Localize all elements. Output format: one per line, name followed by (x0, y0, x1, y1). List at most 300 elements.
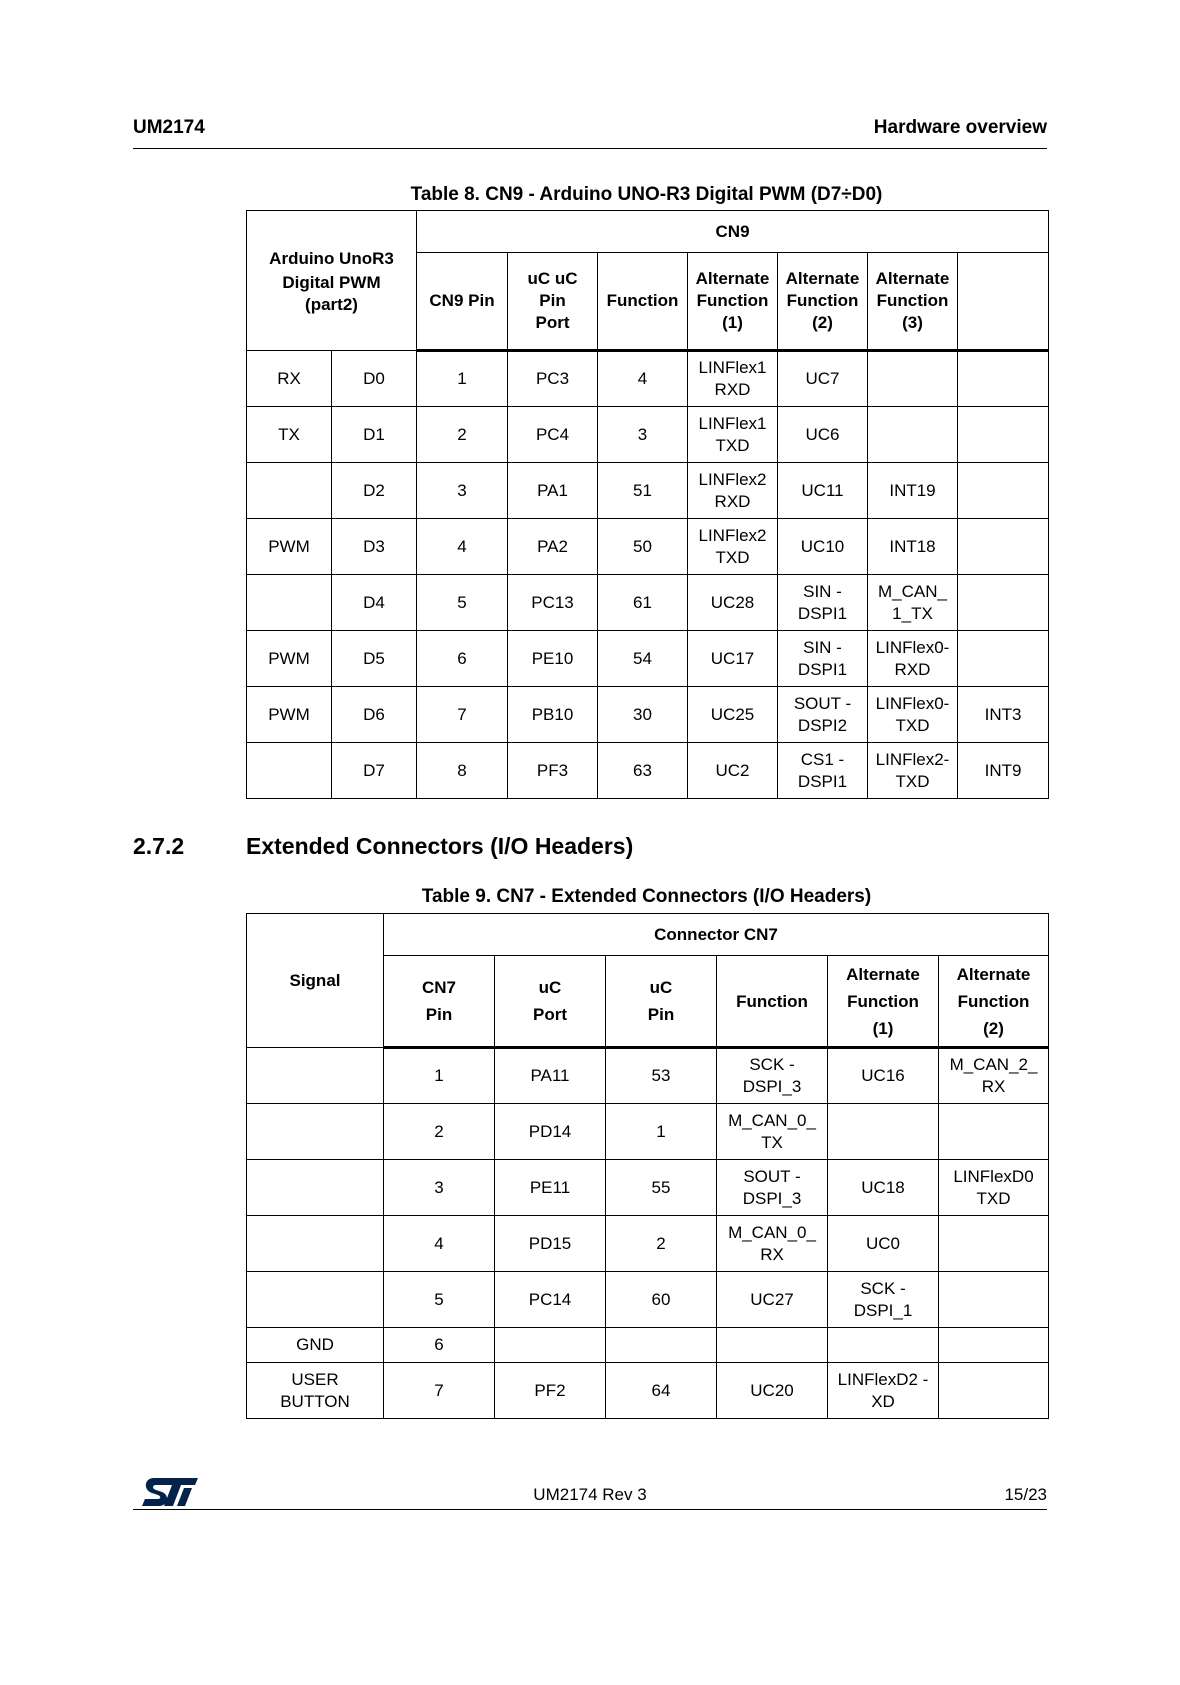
header-line: (3) (902, 313, 923, 332)
table-cell (778, 463, 868, 519)
cell-line: PC4 (535, 424, 570, 444)
table-cell (417, 631, 508, 687)
cell-line: D5 (363, 648, 385, 668)
table-cell (717, 1104, 828, 1160)
header-line: uC uC (527, 269, 578, 288)
cell-line: 2 (457, 424, 467, 444)
table-cell (495, 1363, 606, 1419)
cell-line: D2 (363, 480, 385, 500)
table-cell (606, 1363, 717, 1419)
table-cell (332, 631, 417, 687)
table-cell (332, 351, 417, 407)
cell-line: PC13 (531, 592, 574, 612)
cell-line: 7 (434, 1380, 444, 1400)
table-cell (247, 1104, 384, 1160)
cell-line: LINFlexD0 (953, 1166, 1034, 1186)
table-cell (778, 519, 868, 575)
table-cell (247, 351, 332, 407)
table-cell (958, 463, 1049, 519)
table-row (247, 575, 1049, 631)
cell-line: RXD (714, 380, 751, 399)
table-cell (508, 463, 598, 519)
table9-header-1 (495, 956, 606, 1048)
cell-line: D6 (363, 704, 385, 724)
cell-line: 2 (434, 1121, 444, 1141)
table-cell (688, 407, 778, 463)
table-cell (598, 575, 688, 631)
table-cell (247, 1216, 384, 1272)
cell-line: 3 (457, 480, 467, 500)
cell-line: PA11 (530, 1066, 570, 1085)
table-cell (247, 463, 332, 519)
table-cell (606, 1216, 717, 1272)
cell-line: DSPI1 (797, 603, 848, 623)
table-cell (778, 575, 868, 631)
table-cell (939, 1048, 1049, 1104)
cell-line: SOUT - (793, 693, 852, 713)
header-line: Port (533, 1005, 567, 1024)
cell-line: 60 (651, 1289, 671, 1309)
table-cell (495, 1272, 606, 1328)
table-cell (495, 1160, 606, 1216)
cell-line: SIN - (803, 581, 842, 601)
table-row (247, 1363, 1049, 1419)
header-line: Alternate (875, 269, 950, 288)
cell-line: 1 (434, 1066, 444, 1085)
cell-line: 3 (637, 424, 648, 444)
cell-line: D7 (363, 760, 385, 780)
header-line: Pin (647, 1005, 675, 1024)
table-cell (247, 575, 332, 631)
table-cell (606, 1328, 717, 1363)
table-cell (958, 519, 1049, 575)
section-heading: Hardware overview (873, 117, 1047, 138)
cell-line: RXD (714, 491, 751, 511)
table-cell (868, 407, 958, 463)
table-row (247, 1160, 1049, 1216)
table-row (247, 1216, 1049, 1272)
cell-line: 6 (457, 648, 467, 668)
cell-line: 3 (434, 1177, 444, 1197)
table-cell (606, 1104, 717, 1160)
cell-line: LINFlex2 (698, 469, 767, 489)
table-row (247, 1272, 1049, 1328)
cell-line: 1_TX (892, 603, 933, 623)
table-cell (828, 1160, 939, 1216)
table8-header-2 (598, 253, 688, 351)
cell-line: 61 (633, 592, 652, 612)
cell-line: UC16 (861, 1066, 905, 1085)
table-cell (247, 1328, 384, 1363)
cell-line: TXD (895, 771, 930, 791)
table-row (247, 407, 1049, 463)
table-cell (868, 631, 958, 687)
table-cell (384, 1272, 495, 1328)
table-cell (417, 407, 508, 463)
cell-line: D1 (363, 424, 385, 444)
cell-line: INT19 (889, 480, 936, 500)
table-cell (495, 1328, 606, 1363)
table-cell (417, 519, 508, 575)
cell-line: PA1 (537, 480, 568, 500)
table-cell (598, 407, 688, 463)
cell-line: UC25 (710, 704, 755, 724)
cell-line: PC3 (535, 369, 570, 388)
cell-line: SCK - (749, 1055, 795, 1074)
table-cell (598, 351, 688, 407)
table-cell (332, 463, 417, 519)
header-line: Pin (425, 1005, 453, 1024)
table-cell (688, 519, 778, 575)
table-cell (939, 1272, 1049, 1328)
cell-line: 5 (434, 1289, 444, 1309)
header-line: (2) (812, 313, 833, 332)
header-line: Alternate (846, 964, 920, 984)
table8-header-5 (868, 253, 958, 351)
cell-line: DSPI2 (797, 715, 848, 735)
cell-line: UC6 (805, 424, 840, 444)
cell-line: M_CAN_ (878, 581, 947, 601)
cell-line: PB10 (531, 704, 574, 724)
table-cell (417, 351, 508, 407)
table-cell (606, 1272, 717, 1328)
table-cell (939, 1160, 1049, 1216)
table-cell (778, 351, 868, 407)
cell-line: SIN - (803, 637, 842, 657)
table-cell (868, 519, 958, 575)
cell-line: M_CAN_0_ (728, 1222, 816, 1242)
table-cell (828, 1272, 939, 1328)
table-cell (247, 1048, 384, 1104)
table-cell (868, 575, 958, 631)
table8-header-1 (508, 253, 598, 351)
table-cell (778, 407, 868, 463)
cell-line: LINFlex0- (875, 637, 950, 657)
table-cell (688, 351, 778, 407)
cell-line: UC27 (750, 1289, 794, 1309)
table-cell (939, 1363, 1049, 1419)
table9-header-5 (939, 956, 1049, 1048)
table-cell (717, 1363, 828, 1419)
section-title: Extended Connectors (I/O Headers) (246, 833, 634, 859)
header-line: Pin (539, 291, 566, 310)
table-cell (939, 1328, 1049, 1363)
table-cell (688, 575, 778, 631)
table-cell (598, 463, 688, 519)
cell-line: DSPI_3 (742, 1077, 802, 1096)
table-cell (495, 1104, 606, 1160)
header-line: Arduino UnoR3 (269, 249, 394, 268)
cell-line: RX (277, 368, 301, 388)
cell-line: 6 (434, 1335, 444, 1354)
cell-line: 30 (633, 704, 652, 724)
cell-line: 50 (633, 536, 652, 556)
table9-header-3 (717, 956, 828, 1048)
cell-line: RX (760, 1244, 784, 1264)
cell-line: D0 (363, 368, 385, 388)
cell-line: M_CAN_2_ (949, 1055, 1038, 1074)
table-cell (508, 687, 598, 743)
table-cell (384, 1048, 495, 1104)
cell-line: 7 (457, 704, 467, 724)
table9-group-header: Connector CN7 (384, 914, 1049, 956)
table-cell (417, 575, 508, 631)
table-cell (598, 519, 688, 575)
header-line: Function (847, 991, 919, 1011)
table-row (247, 743, 1049, 799)
table-cell (247, 631, 332, 687)
table-cell (332, 743, 417, 799)
cell-line: TXD (976, 1188, 1011, 1208)
table-cell (778, 631, 868, 687)
cell-line: RXD (894, 659, 931, 679)
cell-line: 1 (457, 369, 467, 388)
cell-line: PD15 (528, 1233, 572, 1253)
table-cell (868, 743, 958, 799)
cell-line: USER (291, 1369, 339, 1389)
table-cell (958, 687, 1049, 743)
cell-line: PA2 (537, 536, 568, 556)
table-cell (717, 1272, 828, 1328)
table9 (246, 913, 1049, 1419)
header-line: uC (649, 978, 673, 997)
table-cell (828, 1216, 939, 1272)
table-cell (939, 1104, 1049, 1160)
table8-col0-header (247, 211, 417, 351)
cell-line: LINFlex2 (698, 525, 767, 545)
table-row (247, 1104, 1049, 1160)
table-cell (247, 743, 332, 799)
cell-line: PWM (268, 536, 310, 556)
cell-line: 2 (656, 1233, 666, 1253)
table-cell (939, 1216, 1049, 1272)
section-number: 2.7.2 (133, 833, 185, 859)
table-cell (247, 407, 332, 463)
header-line: Alternate (785, 269, 860, 288)
table8-header-0 (417, 253, 508, 351)
table-cell (384, 1104, 495, 1160)
cell-line: INT18 (889, 536, 936, 556)
table-cell (778, 743, 868, 799)
table-cell (958, 631, 1049, 687)
table9-header-4 (828, 956, 939, 1048)
cell-line: 1 (656, 1121, 666, 1141)
table8-header-3 (688, 253, 778, 351)
table8-header-6 (958, 253, 1049, 351)
cell-line: 51 (633, 480, 652, 500)
cell-line: DSPI1 (797, 659, 848, 679)
table-cell (958, 407, 1049, 463)
doc-id: UM2174 (133, 117, 205, 138)
table-cell (495, 1216, 606, 1272)
cell-line: TX (761, 1132, 783, 1152)
cell-line: 55 (651, 1177, 671, 1197)
cell-line: 4 (434, 1233, 444, 1253)
table-cell (828, 1363, 939, 1419)
table-row (247, 463, 1049, 519)
table-cell (495, 1048, 606, 1104)
table9-header-0 (384, 956, 495, 1048)
cell-line: 4 (457, 536, 467, 556)
cell-line: 4 (637, 369, 648, 388)
table-cell (717, 1328, 828, 1363)
table-cell (778, 687, 868, 743)
cell-line: LINFlexD2 - (837, 1369, 929, 1389)
cell-line: INT3 (984, 704, 1022, 724)
cell-line: DSPI_3 (742, 1188, 802, 1208)
cell-line: UC2 (715, 760, 750, 780)
table-cell (688, 463, 778, 519)
cell-line: LINFlex0- (875, 693, 950, 713)
table8 (246, 210, 1049, 799)
table9-caption: Table 9. CN7 - Extended Connectors (I/O Headers) (421, 886, 872, 907)
table-row (247, 687, 1049, 743)
cell-line: UC11 (801, 480, 844, 500)
cell-line: 54 (633, 648, 652, 668)
cell-line: TXD (715, 547, 750, 567)
cell-line: 8 (457, 760, 467, 780)
header-line: (1) (722, 313, 743, 332)
table-cell (868, 463, 958, 519)
header-line: Port (535, 313, 570, 332)
table-cell (384, 1363, 495, 1419)
table-cell (247, 1363, 384, 1419)
cell-line: LINFlex1 (698, 413, 767, 433)
table-cell (508, 351, 598, 407)
table-cell (717, 1048, 828, 1104)
table-row (247, 631, 1049, 687)
table-cell (417, 463, 508, 519)
header-line: Function (696, 291, 769, 310)
cell-line: D3 (363, 536, 385, 556)
table-cell (508, 631, 598, 687)
cell-line: D4 (363, 592, 385, 612)
cell-line: PD14 (528, 1121, 572, 1141)
cell-line: UC7 (805, 369, 840, 388)
table8-header-4 (778, 253, 868, 351)
cell-line: TXD (895, 715, 930, 735)
table-cell (717, 1216, 828, 1272)
cell-line: 5 (457, 592, 467, 612)
cell-line: BUTTON (280, 1391, 350, 1411)
header-line: uC (538, 978, 562, 997)
table-cell (717, 1160, 828, 1216)
table-cell (508, 743, 598, 799)
header-line: Alternate (695, 269, 770, 288)
table-cell (417, 743, 508, 799)
header-line: CN7 (421, 978, 456, 997)
table-row (247, 519, 1049, 575)
header-line: (2) (983, 1018, 1004, 1038)
table-cell (688, 743, 778, 799)
table-cell (606, 1160, 717, 1216)
footer-divider (133, 1509, 1047, 1510)
table8-caption: Table 8. CN9 - Arduino UNO-R3 Digital PWM (D7÷D0) (410, 184, 883, 205)
cell-line: UC28 (710, 592, 755, 612)
header-line: Alternate (956, 964, 1031, 984)
table-cell (958, 351, 1049, 407)
table-row (247, 351, 1049, 407)
table-cell (828, 1104, 939, 1160)
cell-line: UC20 (750, 1380, 794, 1400)
table-cell (508, 407, 598, 463)
header-divider (133, 148, 1047, 149)
cell-line: M_CAN_0_ (728, 1110, 816, 1130)
table-cell (247, 1272, 384, 1328)
table9-header-2 (606, 956, 717, 1048)
cell-line: DSPI1 (797, 771, 848, 791)
table-cell (828, 1328, 939, 1363)
table-cell (598, 743, 688, 799)
footer-page-number: 15/23 (1004, 1485, 1047, 1504)
table-cell (688, 687, 778, 743)
cell-line: LINFlex2- (875, 749, 950, 769)
table-cell (384, 1328, 495, 1363)
cell-line: UC10 (800, 536, 845, 556)
table8-group-header: CN9 (417, 211, 1049, 253)
cell-line: PF2 (534, 1380, 566, 1400)
cell-line: UC18 (861, 1177, 905, 1197)
cell-line: PWM (268, 648, 310, 668)
cell-line: UC17 (710, 648, 755, 668)
cell-line: UC0 (865, 1233, 900, 1253)
table-cell (332, 519, 417, 575)
table-cell (332, 407, 417, 463)
table-row (247, 1328, 1049, 1363)
table-cell (598, 631, 688, 687)
table-cell (508, 575, 598, 631)
table-cell (247, 1160, 384, 1216)
cell-line: 53 (651, 1066, 671, 1085)
cell-line: GND (296, 1335, 334, 1354)
table-row (247, 1048, 1049, 1104)
table-cell (332, 575, 417, 631)
cell-line: DSPI_1 (853, 1300, 913, 1320)
table-cell (598, 687, 688, 743)
header-line: Function (786, 291, 859, 310)
table-cell (508, 519, 598, 575)
table-cell (828, 1048, 939, 1104)
table-cell (384, 1216, 495, 1272)
cell-line: PF3 (536, 760, 569, 780)
cell-line: XD (871, 1391, 895, 1411)
cell-line: 63 (633, 760, 652, 780)
cell-line: TXD (715, 435, 750, 455)
cell-line: LINFlex1 (698, 358, 767, 377)
cell-line: PE11 (529, 1177, 571, 1197)
header-line: CN9 Pin (429, 291, 495, 310)
header-line: (part2) (305, 295, 358, 314)
table-cell (958, 743, 1049, 799)
header-line: Digital PWM (282, 273, 381, 292)
table-cell (384, 1160, 495, 1216)
header-line: Signal (289, 970, 341, 990)
cell-line: TX (278, 424, 300, 444)
table-cell (868, 351, 958, 407)
cell-line: PC14 (528, 1289, 572, 1309)
table-cell (332, 687, 417, 743)
table-cell (417, 687, 508, 743)
footer-doc-rev: UM2174 Rev 3 (533, 1485, 647, 1504)
header-line: Function (606, 291, 679, 310)
cell-line: PWM (268, 704, 310, 724)
header-line: (1) (872, 1018, 894, 1038)
cell-line: INT9 (984, 760, 1022, 780)
cell-line: 64 (651, 1380, 671, 1400)
table9-col0-header (247, 914, 384, 1048)
table-cell (958, 575, 1049, 631)
header-line: Function (957, 991, 1030, 1011)
